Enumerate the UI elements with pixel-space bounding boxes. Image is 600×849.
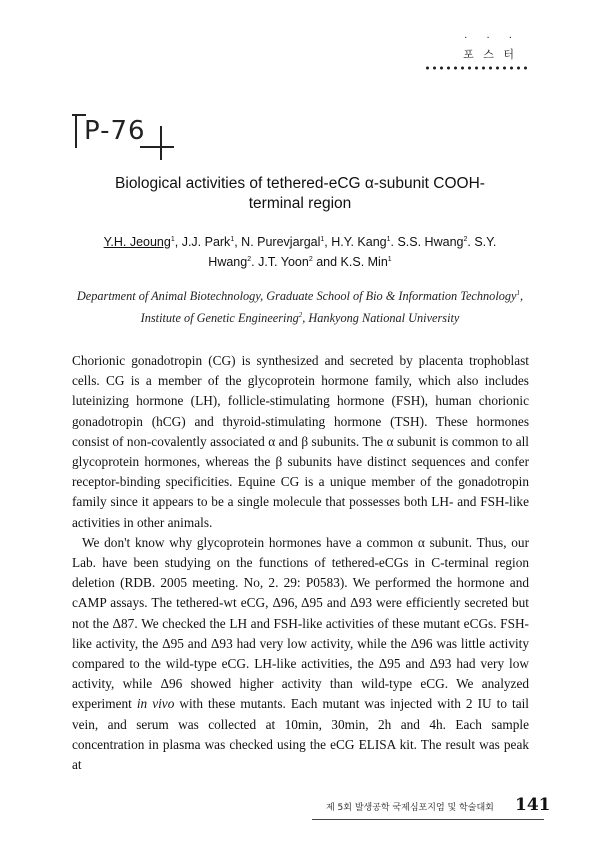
paper-title [70, 174, 530, 214]
paragraph-2-emphasis: in vivo [136, 696, 175, 712]
paragraph-2-part-a: We don't know why glycoprotein hormones have a common α subunit. Thus, our Lab. have been studying on the functions of tethered-eCGs in C-terminal region deletion (RDB. 2005 meeting. No, 2. 29: P0583). We performed the hormone and cAMP assays. The tethered-wt eCG, Δ96, Δ95 and Δ93 were efficiently secreted but not the Δ87. We checked the LH and FSH-like activities of these mutant eCGs. FSH-like activity, the Δ95 and Δ93 had very low activity, while the Δ96 was little activity compared to the wild-type eCG. LH-like activities, the Δ95 and Δ93 had very low activity, while Δ96 showed higher activity than wild-type eCG. We analyzed experiment [72, 534, 529, 712]
author-affiliation-mark: 2 [463, 236, 468, 243]
author-affiliation-mark: 2 [247, 256, 252, 264]
affiliation-part-2: , Institute of Genetic Engineering [140, 289, 524, 326]
author-list: Y.H. Jeoung$^1$, J.J. Park$^1$, N. Purevjargal$^1$, H.Y. Kang$^1$. S.S. Hwang$^2$. S.Y. Hwang$^2$. J.T. Yoon$^2$ and K.S. Min$^1$ [103, 235, 497, 270]
dotted-rule [424, 66, 528, 70]
author-affiliation-mark: 1 [386, 236, 391, 243]
corner-mark-left [75, 114, 77, 148]
page-number: 141 [515, 795, 551, 815]
author-name: Y.H. Jeoung [103, 235, 171, 250]
corner-mark-bottom-right [140, 146, 174, 148]
author-affiliation-mark: 1 [387, 256, 392, 264]
author-affiliation-mark: 1 [170, 236, 175, 243]
affiliation-sup-1: 1 [516, 289, 520, 297]
poster-id-box [72, 108, 182, 160]
author-name: J.T. Yoon [258, 255, 309, 270]
affiliation [68, 284, 532, 328]
title-line-2: terminal region [248, 195, 352, 212]
author-affiliation-mark: 1 [320, 236, 325, 243]
author-name: K.S. Min [340, 255, 388, 270]
abstract-body [72, 351, 529, 775]
author-affiliation-mark: 1 [230, 236, 235, 243]
title-line-1: Biological activities of tethered-eCG α-subunit COOH- [115, 175, 485, 192]
author-affiliation-mark: 2 [308, 256, 313, 264]
paragraph-1: Chorionic gonadotropin (CG) is synthesized and secreted by placenta trophoblast cells. CG is a member of the glycoprotein hormone family, which also includes luteinizing hormone (LH), follicle-stimulating hormone (FSH), human chorionic gonadotropin (hCG) and thyroid-stimulating hormone (TSH). These hormones consist of non-covalently associated α and β subunits. The α subunit is common to all glycoprotein hormones, whereas the β subunits have distinct sequences and confer receptor-binding specificities. Equine CG is a unique member of the gonadotropin family since it appears to be a single molecule that possesses both LH- and FSH-like activities in other animals. [72, 353, 529, 530]
author-name: N. Purevjargal [241, 235, 321, 250]
section-label: 포 스 터 [463, 48, 517, 61]
poster-id: P-76 [84, 116, 146, 146]
footer-rule [312, 819, 544, 820]
paragraph-2-part-b: with these mutants. Each mutant was injected with 2 IU to tail vein, and serum was collected at 10min, 30min, 2h and 4h. Each sample concentration in plasma was checked using the eCG ELISA kit. The result was peak at [72, 696, 529, 773]
author-name: S.S. Hwang [397, 235, 464, 250]
affiliation-sup-2: 2 [298, 311, 303, 320]
corner-mark-right [160, 126, 162, 160]
author-name: S.Y. Hwang [208, 235, 497, 270]
section-marks: · · · [464, 33, 520, 44]
author-name: J.J. Park [181, 235, 231, 250]
affiliation-part-3: , Hankyong National University [302, 311, 460, 326]
conference-name: 제 5회 발생공학 국제심포지엄 및 학술대회 [326, 803, 494, 813]
paragraph-2 [72, 533, 529, 775]
author-name: H.Y. Kang [331, 235, 387, 250]
affiliation-part-1: Department of Animal Biotechnology, Graduate School of Bio & Information Technology [76, 289, 517, 304]
